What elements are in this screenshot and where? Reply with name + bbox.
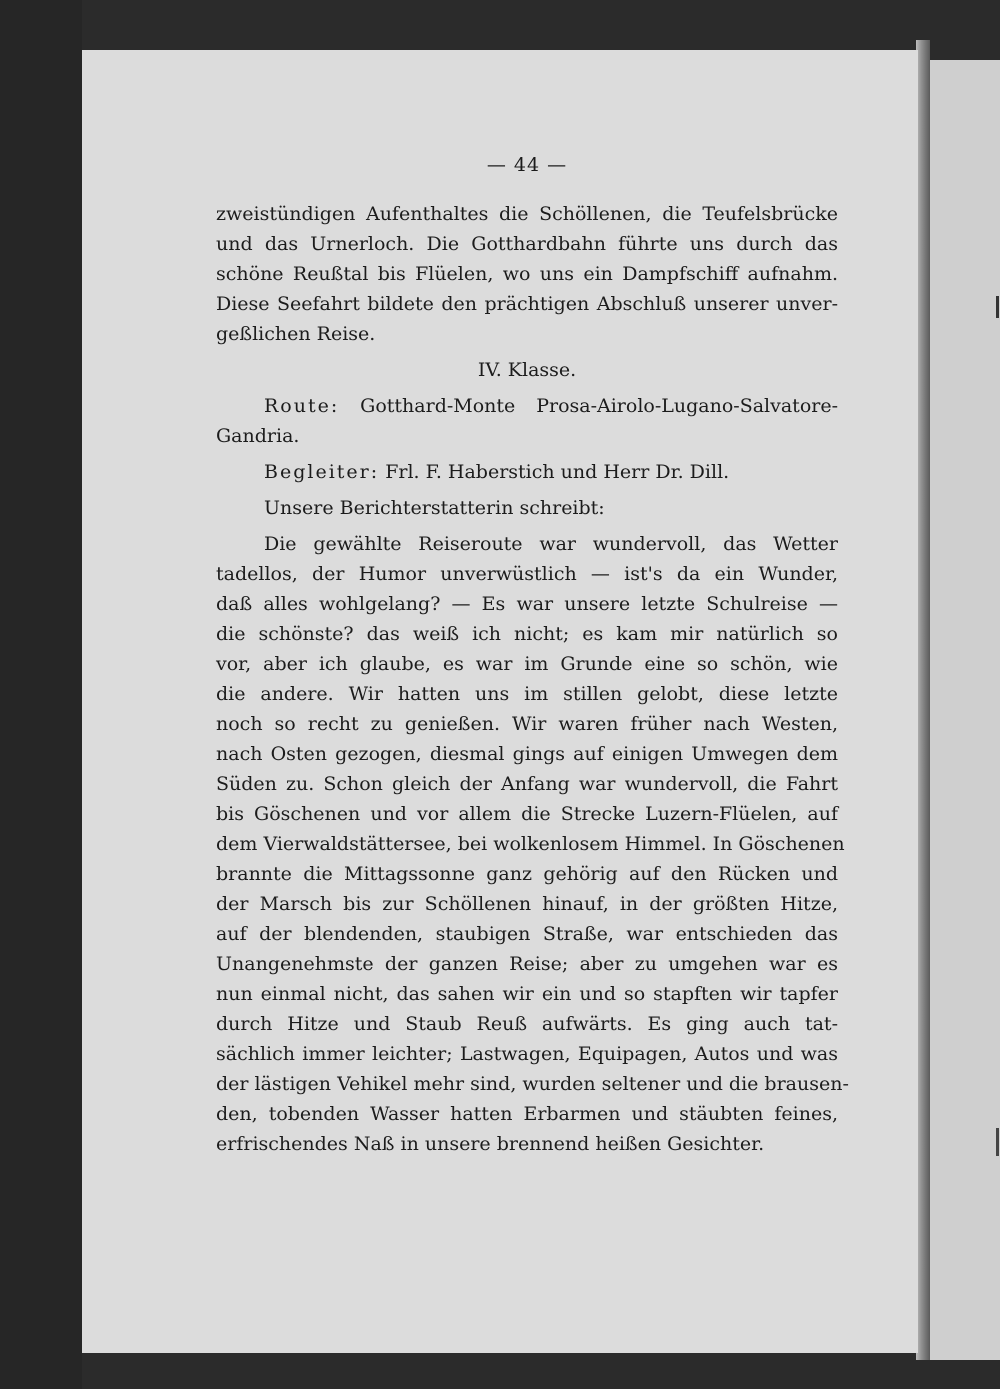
page-number: — 44 — [486, 154, 568, 176]
text-line: durch Hitze und Staub Reuß aufwärts. Es ging auch tat- [216, 1013, 838, 1035]
text-line: der Marsch bis zur Schöllenen hinauf, in der größten Hitze, [216, 893, 838, 915]
text-line: schöne Reußtal bis Flüelen, wo uns ein Dampfschiff aufnahm. [216, 263, 838, 285]
leaders-line [216, 457, 838, 487]
text-line: zweistündigen Aufenthaltes die Schöllenen, die Teufelsbrücke [216, 203, 838, 225]
leaders-label: Begleiter: [264, 461, 380, 483]
text-line: brannte die Mittagssonne ganz gehörig auf den Rücken und [216, 863, 838, 885]
text-line: bis Göschenen und vor allem die Strecke Luzern-Flüelen, auf [216, 803, 838, 825]
page-text [216, 150, 849, 1159]
text-line: die schönste? das weiß ich nicht; es kam mir natürlich so [216, 623, 838, 645]
leaders-text: Frl. F. Haberstich und Herr Dr. Dill. [385, 461, 730, 483]
reporter-intro: Unsere Berichterstatterin schreibt: [264, 497, 605, 519]
section-heading: IV. Klasse. [477, 359, 577, 381]
text-line: noch so recht zu genießen. Wir waren früher nach Westen, [216, 713, 838, 735]
route-line-2: Gandria. [216, 425, 300, 447]
text-line: geßlichen Reise. [216, 323, 376, 345]
text-line: die andere. Wir hatten uns im stillen gelobt, diese letzte [216, 683, 838, 705]
text-line: und das Urnerloch. Die Gotthardbahn führte uns durch das [216, 233, 838, 255]
paragraph-continuation [216, 199, 838, 349]
text-line: tadellos, der Humor unverwüstlich — ist's da ein Wunder, [216, 563, 838, 585]
adjacent-page-edge [930, 60, 1000, 1360]
route-line [216, 391, 838, 421]
text-line: dem Vierwaldstättersee, bei wolkenlosem Himmel. In Göschenen [216, 833, 845, 855]
text-line: erfrischendes Naß in unsere brennend heißen Gesichter. [216, 1133, 765, 1155]
text-line: daß alles wohlgelang? — Es war unsere letzte Schulreise — [216, 593, 838, 615]
text-line: Diese Seefahrt bildete den prächtigen Abschluß unserer unver- [216, 293, 838, 315]
text-line: nun einmal nicht, das sahen wir ein und so stapften wir tapfer [216, 983, 838, 1005]
report-paragraph [216, 529, 849, 1159]
text-line: auf der blendenden, staubigen Straße, war entschieden das [216, 923, 838, 945]
route-text: Gotthard-Monte Prosa-Airolo-Lugano-Salvatore- [360, 395, 838, 417]
text-line: den, tobenden Wasser hatten Erbarmen und stäubten feines, [216, 1103, 838, 1125]
text-line: Süden zu. Schon gleich der Anfang war wundervoll, die Fahrt [216, 773, 838, 795]
text-line: vor, aber ich glaube, es war im Grunde eine so schön, wie [216, 653, 838, 675]
text-line: Unangenehmste der ganzen Reise; aber zu umgehen war es [216, 953, 838, 975]
book-spine-shadow [916, 40, 930, 1360]
route-paragraph [216, 391, 838, 451]
text-line: Die gewählte Reiseroute war wundervoll, das Wetter [264, 533, 838, 555]
adjacent-page-mark [996, 296, 999, 318]
text-line: sächlich immer leichter; Lastwagen, Equipagen, Autos und was [216, 1043, 838, 1065]
route-label: Route: [264, 395, 340, 417]
text-line: nach Osten gezogen, diesmal gings auf einigen Umwegen dem [216, 743, 838, 765]
scan-background-left [0, 0, 82, 1389]
text-line: der lästigen Vehikel mehr sind, wurden seltener und die brausen- [216, 1073, 849, 1095]
adjacent-page-mark [996, 1128, 999, 1156]
